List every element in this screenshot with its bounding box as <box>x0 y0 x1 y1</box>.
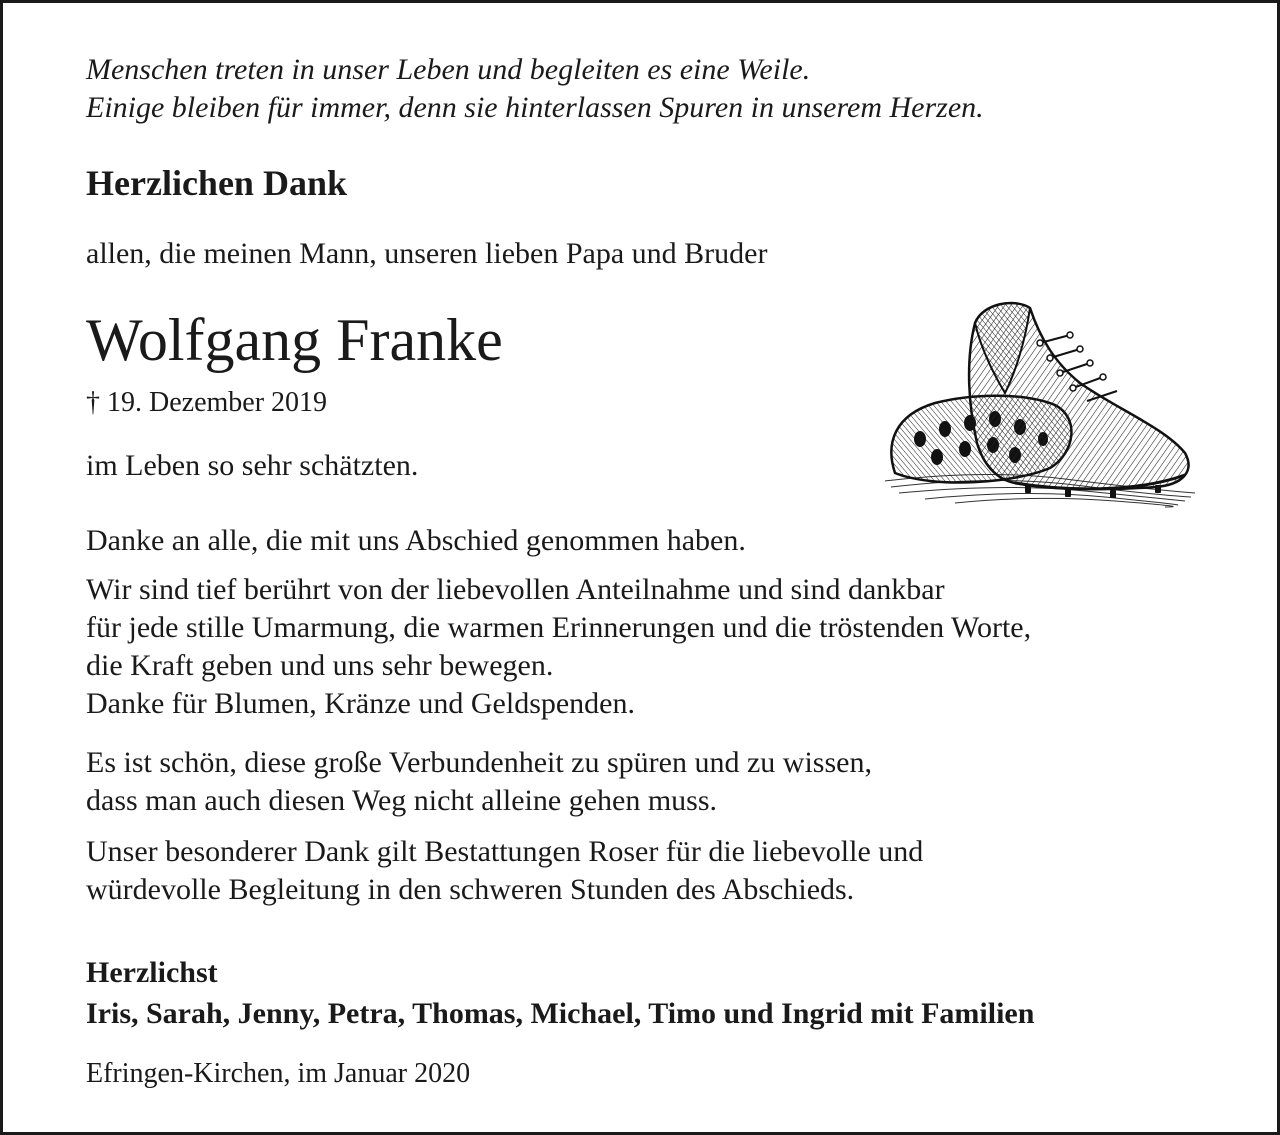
paragraph-line: dass man auch diesen Weg nicht alleine gehen muss. <box>86 784 718 817</box>
death-date: † 19. Dezember 2019 <box>86 387 328 418</box>
motto-line-1: Menschen treten in unser Leben und begleiten es eine Weile. <box>86 53 811 86</box>
thanks-paragraph-2 <box>86 571 1031 723</box>
after-name-text: im Leben so sehr schätzten. <box>86 449 419 482</box>
thanks-paragraph-4 <box>86 833 923 909</box>
paragraph-line: Unser besonderer Dank gilt Bestattungen Roser für die liebevolle und <box>86 835 924 868</box>
motto-line-2: Einige bleiben für immer, denn sie hinterlassen Spuren in unserem Herzen. <box>86 91 984 124</box>
signoff-names: Iris, Sarah, Jenny, Petra, Thomas, Michael, Timo und Ingrid mit Familien <box>86 997 1035 1030</box>
paragraph-line: Danke für Blumen, Kränze und Geldspenden. <box>86 687 635 720</box>
front-boot <box>969 303 1188 498</box>
paragraph-line: würdevolle Begleitung in den schweren Stunden des Abschieds. <box>86 873 855 906</box>
thanks-paragraph-1: Danke an alle, die mit uns Abschied genommen haben. <box>86 524 746 557</box>
place-date: Efringen-Kirchen, im Januar 2020 <box>86 1058 471 1089</box>
motto-quote <box>86 51 984 127</box>
deceased-name: Wolfgang Franke <box>86 307 503 373</box>
thanks-heading: Herzlichen Dank <box>86 163 347 203</box>
paragraph-line: für jede stille Umarmung, die warmen Erinnerungen und die tröstenden Worte, <box>86 611 1032 644</box>
signoff-greeting: Herzlichst <box>86 956 218 989</box>
paragraph-line: Es ist schön, diese große Verbundenheit zu spüren und zu wissen, <box>86 746 872 779</box>
thanks-paragraph-3 <box>86 744 872 820</box>
paragraph-line: die Kraft geben und uns sehr bewegen. <box>86 649 554 682</box>
intro-text: allen, die meinen Mann, unseren lieben Papa und Bruder <box>86 237 768 270</box>
paragraph-line: Wir sind tief berührt von der liebevollen Anteilnahme und sind dankbar <box>86 573 945 606</box>
football-boots-icon <box>865 243 1199 571</box>
